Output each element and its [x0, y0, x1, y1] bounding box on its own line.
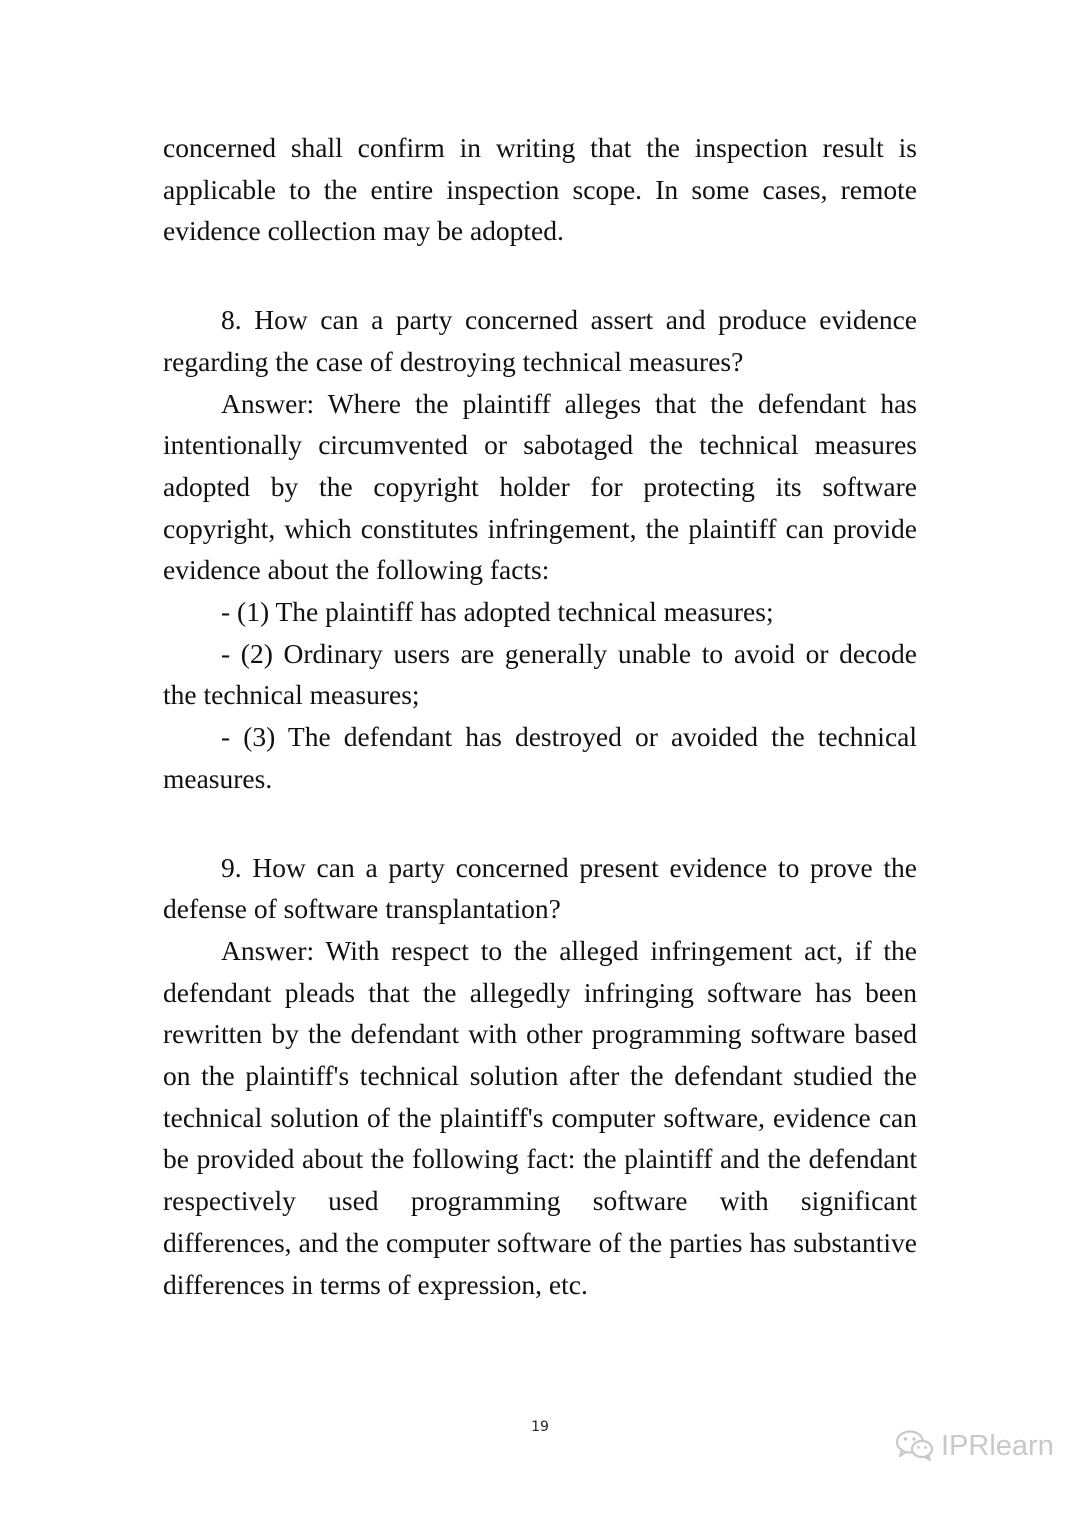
- watermark-text: IPRlearn: [941, 1429, 1054, 1462]
- list-item-2: - (2) Ordinary users are generally unable to avoid or decode the technical measures;: [163, 637, 917, 711]
- question-9: 9. How can a party concerned present evidence to prove the defense of software transplantation?: [163, 851, 917, 925]
- page-number: 19: [531, 1419, 549, 1435]
- question-8: 8. How can a party concerned assert and produce evidence regarding the case of destroying technical measures?: [163, 304, 917, 377]
- list-item-3: - (3) The defendant has destroyed or avoided the technical measures.: [163, 721, 917, 794]
- wechat-icon: [895, 1429, 935, 1463]
- paragraph-continuation: concerned shall confirm in writing that the inspection result is applicable to the entire inspection scope. In some cases, remote evidence collection may be adopted.: [163, 132, 917, 247]
- answer-9: Answer: With respect to the alleged infringement act, if the defendant pleads that the allegedly infringing software has been rewritten by the defendant with other programming software based on the plaintiff's technical solution after the defendant studied the technical solution of the plaintiff's computer software, evidence can be provided about the following fact: the plaintiff and the defendant respectively used programming software with significant differences, and the computer software of the parties has substantive differences in terms of expression, etc.: [163, 934, 917, 1300]
- list-item-1: - (1) The plaintiff has adopted technical measures;: [221, 596, 774, 628]
- watermark: [895, 1428, 1054, 1464]
- document-body: [163, 127, 917, 1305]
- answer-8: Answer: Where the plaintiff alleges that the defendant has intentionally circumvented or sabotaged the technical measures adopted by the copyright holder for protecting its software copyright, which constitutes infringement, the plaintiff can provide evidence about the following facts:: [163, 387, 917, 586]
